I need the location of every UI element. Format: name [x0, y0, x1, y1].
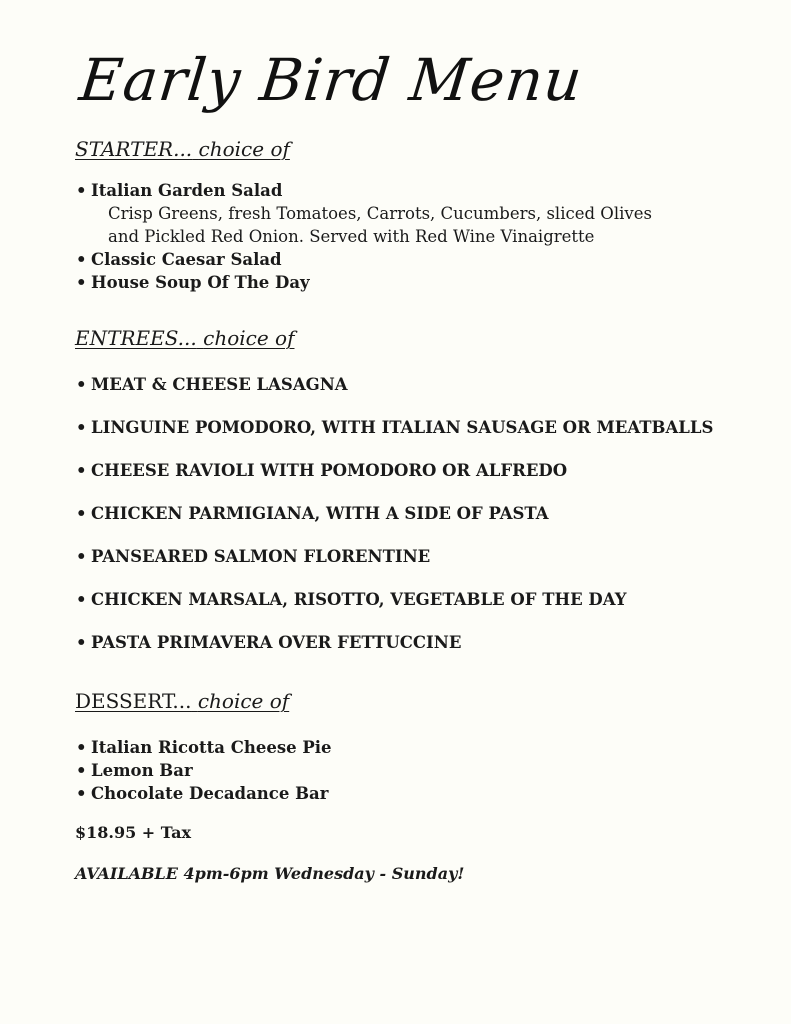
entrees-heading	[75, 326, 294, 350]
starter-item-desc-line2: and Pickled Red Onion. Served with Red Wine Vinaigrette	[108, 227, 595, 246]
price: $18.95 + Tax	[75, 823, 192, 842]
list-item: • Italian Ricotta Cheese Pie	[75, 736, 332, 759]
list-item: • LINGUINE POMODORO, WITH ITALIAN SAUSAGE OR MEATBALLS	[75, 416, 713, 439]
list-item: • MEAT & CHEESE LASAGNA	[75, 373, 713, 396]
list-item	[75, 271, 652, 294]
starter-heading-label: STARTER...	[75, 137, 193, 161]
list-item: • PASTA PRIMAVERA OVER FETTUCCINE	[75, 631, 713, 654]
list-item: • CHICKEN MARSALA, RISOTTO, VEGETABLE OF THE DAY	[75, 588, 713, 611]
starter-item-name: House Soup Of The Day	[91, 273, 310, 292]
entrees-heading-choice: choice of	[203, 326, 295, 350]
starter-heading-choice: choice of	[198, 137, 290, 161]
menu-title: Early Bird Menu	[76, 46, 586, 114]
list-item: • CHICKEN PARMIGIANA, WITH A SIDE OF PASTA	[75, 502, 713, 525]
entrees-heading-label: ENTREES...	[75, 326, 197, 350]
starter-item-name: Italian Garden Salad	[91, 181, 283, 200]
list-item: • CHEESE RAVIOLI WITH POMODORO OR ALFREDO	[75, 459, 713, 482]
entrees-list	[75, 373, 713, 674]
availability-note: AVAILABLE 4pm-6pm Wednesday - Sunday!	[75, 864, 465, 883]
starter-item-name: Classic Caesar Salad	[91, 250, 282, 269]
dessert-list	[75, 736, 332, 805]
starter-heading	[75, 137, 290, 161]
dessert-heading-label: DESSERT...	[75, 689, 192, 713]
starter-list	[75, 179, 652, 294]
starter-item-desc-line1: Crisp Greens, fresh Tomatoes, Carrots, Cucumbers, sliced Olives	[108, 204, 652, 223]
list-item: • PANSEARED SALMON FLORENTINE	[75, 545, 713, 568]
list-item: • Chocolate Decadance Bar	[75, 782, 332, 805]
list-item	[75, 179, 652, 248]
list-item: • Lemon Bar	[75, 759, 332, 782]
dessert-heading	[75, 689, 289, 713]
dessert-heading-choice: choice of	[197, 689, 290, 713]
list-item	[75, 248, 652, 271]
